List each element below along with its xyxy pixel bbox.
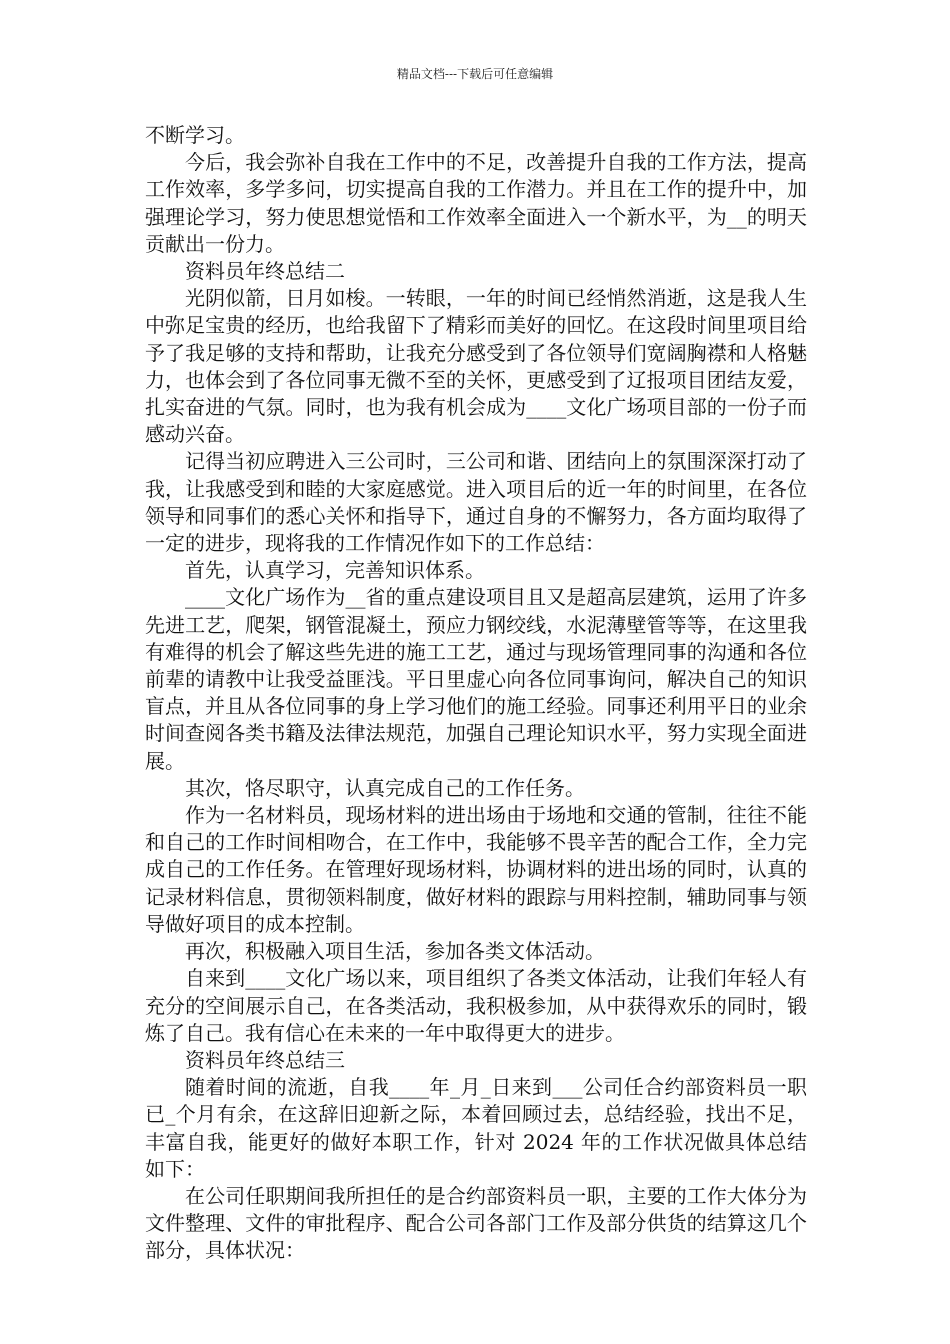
section-heading: 资料员年终总结二 xyxy=(185,259,345,284)
paragraph: ____文化广场作为__省的重点建设项目且又是超高层建筑，运用了许多先进工艺，爬架，钢管混凝土，预应力钢绞线，水泥薄壁管等等，在这里我有难得的机会了解这些先进的施工工艺，通过与现场管理同事的沟通和各位前辈的请教中让我受益匪浅。平日里虚心向各位同事询问，解决自己的知识盲点，并且从各位同事的身上学习他们的施工经验。同事还利用平日的业余时间查阅各类书籍及法律法规范，加强自己理论知识水平，努力实现全面进展。 xyxy=(145,585,807,773)
subheading: 再次，积极融入项目生活，参加各类文体活动。 xyxy=(185,939,605,964)
paragraph: 随着时间的流逝，自我____年_月_日来到___公司任合约部资料员一职已_个月有余，在这辞旧迎新之际，本着回顾过去，总结经验，找出不足，丰富自我，能更好的做好本职工作，针对 2024 年的工作状况做具体总结如下： xyxy=(145,1075,807,1181)
paragraph: 记得当初应聘进入三公司时，三公司和谐、团结向上的氛围深深打动了我，让我感受到和睦的大家庭感觉。进入项目后的近一年的时间里，在各位领导和同事们的悉心关怀和指导下，通过自身的不懈努力，各方面均取得了一定的进步，现将我的工作情况作如下的工作总结： xyxy=(145,449,807,556)
subheading: 其次，恪尽职守，认真完成自己的工作任务。 xyxy=(185,775,585,800)
paragraph: 作为一名材料员，现场材料的进出场由于场地和交通的管制，往往不能和自己的工作时间相吻合，在工作中，我能够不畏辛苦的配合工作，全力完成自己的工作任务。在管理好现场材料，协调材料的进出场的同时，认真的记录材料信息，贯彻领料制度，做好材料的跟踪与用料控制，辅助同事与领导做好项目的成本控制。 xyxy=(145,803,807,936)
section-heading: 资料员年终总结三 xyxy=(185,1047,345,1072)
paragraph: 今后，我会弥补自我在工作中的不足，改善提升自我的工作方法，提高工作效率，多学多问，切实提高自我的工作潜力。并且在工作的提升中，加强理论学习，努力使思想觉悟和工作效率全面进入一个新水平，为__的明天贡献出一份力。 xyxy=(145,150,807,256)
subheading: 首先，认真学习，完善知识体系。 xyxy=(185,558,485,583)
page-header: 精品文档---下载后可任意编辑 xyxy=(396,67,554,81)
paragraph-continuation: 不断学习。 xyxy=(145,123,245,147)
document-body xyxy=(145,122,807,1265)
paragraph: 在公司任职期间我所担任的是合约部资料员一职，主要的工作大体分为文件整理、文件的审批程序、配合公司各部门工作及部分供货的结算这几个部分，具体状况： xyxy=(145,1183,807,1263)
paragraph: 自来到____文化广场以来，项目组织了各类文体活动，让我们年轻人有充分的空间展示自己，在各类活动，我积极参加，从中获得欢乐的同时，锻炼了自己。我有信心在未来的一年中取得更大的进步。 xyxy=(145,966,807,1045)
paragraph: 光阴似箭，日月如梭。一转眼，一年的时间已经悄然消逝，这是我人生中弥足宝贵的经历，也给我留下了精彩而美好的回忆。在这段时间里项目给予了我足够的支持和帮助，让我充分感受到了各位领导们宽阔胸襟和人格魅力，也体会到了各位同事无微不至的关怀，更感受到了辽报项目团结友爱，扎实奋进的气氛。同时，也为我有机会成为____文化广场项目部的一份子而感动兴奋。 xyxy=(145,286,807,447)
